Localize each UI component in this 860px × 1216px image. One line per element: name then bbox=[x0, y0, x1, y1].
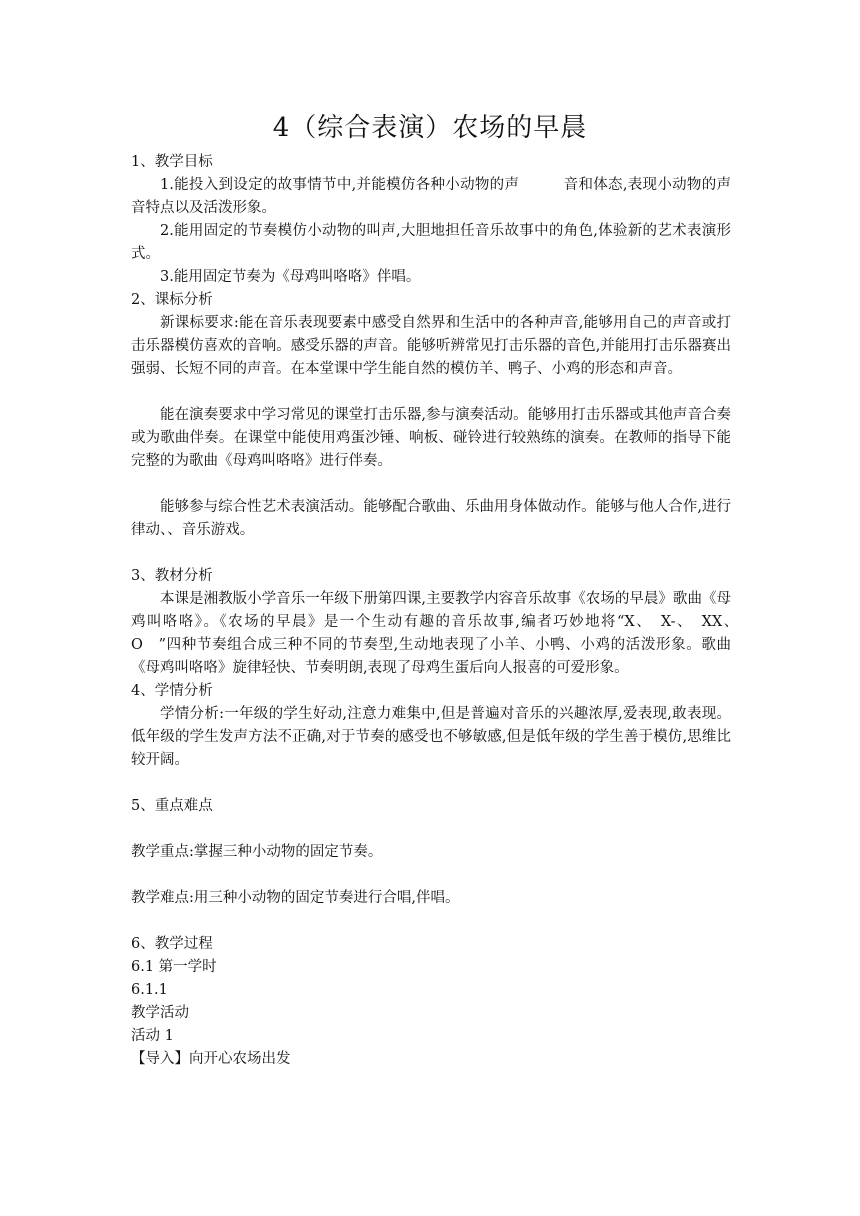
spacer bbox=[131, 818, 731, 841]
spacer bbox=[131, 864, 731, 887]
spacer bbox=[131, 542, 731, 565]
objective-item: 2.能用固定的节奏模仿小动物的叫声,大胆地担任音乐故事中的角色,体验新的艺术表演形式。 bbox=[131, 223, 731, 262]
difficulty-point: 教学难点:用三种小动物的固定节奏进行合唱,伴唱。 bbox=[131, 890, 460, 906]
document-title: 4（综合表演）农场的早晨 bbox=[272, 113, 588, 143]
students-paragraph: 学情分析:一年级的学生好动,注意力难集中,但是普遍对音乐的兴趣浓厚,爱表现,敢表现。低年级的学生发声方法不正确,对于节奏的感受也不够敏感,但是低年级的学生善于模仿,思维比较开阔。 bbox=[131, 706, 731, 768]
spacer bbox=[131, 473, 731, 496]
section-heading-keypoints: 5、重点难点 bbox=[131, 798, 213, 814]
process-line: 活动 1 bbox=[131, 1028, 174, 1044]
section-heading-textbook: 3、教材分析 bbox=[131, 568, 213, 584]
spacer bbox=[131, 910, 731, 933]
document-body bbox=[131, 151, 746, 1071]
process-line: 6.1 第一学时 bbox=[131, 959, 217, 975]
key-point: 教学重点:掌握三种小动物的固定节奏。 bbox=[131, 844, 383, 860]
section-heading-objectives: 1、教学目标 bbox=[131, 154, 213, 170]
process-line: 6.1.1 bbox=[131, 982, 168, 998]
objective-item: 3.能用固定节奏为《母鸡叫咯咯》伴唱。 bbox=[160, 269, 421, 285]
standards-paragraph: 能够参与综合性艺术表演活动。能够配合歌曲、乐曲用身体做动作。能够与他人合作,进行律动、、音乐游戏。 bbox=[131, 499, 731, 538]
section-heading-standards: 2、课标分析 bbox=[131, 292, 213, 308]
section-heading-process: 6、教学过程 bbox=[131, 936, 213, 952]
standards-paragraph: 新课标要求:能在音乐表现要素中感受自然界和生活中的各种声音,能够用自己的声音或打击乐器模仿喜欢的音响。感受乐器的声音。能够听辨常见打击乐器的音色,并能用打击乐器赛出强弱、长短不同的声音。在本堂课中学生能自然的模仿羊、鸭子、小鸡的形态和声音。 bbox=[131, 315, 731, 377]
objective-item: 1.能投入到设定的故事情节中,并能模仿各种小动物的声 音和体态,表现小动物的声音特点以及活泼形象。 bbox=[131, 177, 731, 216]
process-line: 【导入】向开心农场出发 bbox=[131, 1051, 291, 1067]
spacer bbox=[131, 381, 731, 404]
standards-paragraph: 能在演奏要求中学习常见的课堂打击乐器,参与演奏活动。能够用打击乐器或其他声音合奏或为歌曲伴奏。在课堂中能使用鸡蛋沙锤、响板、碰铃进行较熟练的演奏。在教师的指导下能完整的为歌曲《母鸡叫咯咯》进行伴奏。 bbox=[131, 407, 731, 469]
section-heading-students: 4、学情分析 bbox=[131, 683, 213, 699]
process-line: 教学活动 bbox=[131, 1005, 189, 1021]
spacer bbox=[131, 772, 731, 795]
textbook-paragraph: 本课是湘教版小学音乐一年级下册第四课,主要教学内容音乐故事《农场的早晨》歌曲《母鸡叫咯咯》。《农场的早晨》是一个生动有趣的音乐故事,编者巧妙地将“X、 X-、 XX、 O ”四种节奏组合成三种不同的节奏型,生动地表现了小羊、小鸭、小鸡的活泼形象。歌曲《母鸡叫咯咯》旋律轻快、节奏明朗,表现了母鸡生蛋后向人报喜的可爱形象。 bbox=[131, 591, 746, 676]
